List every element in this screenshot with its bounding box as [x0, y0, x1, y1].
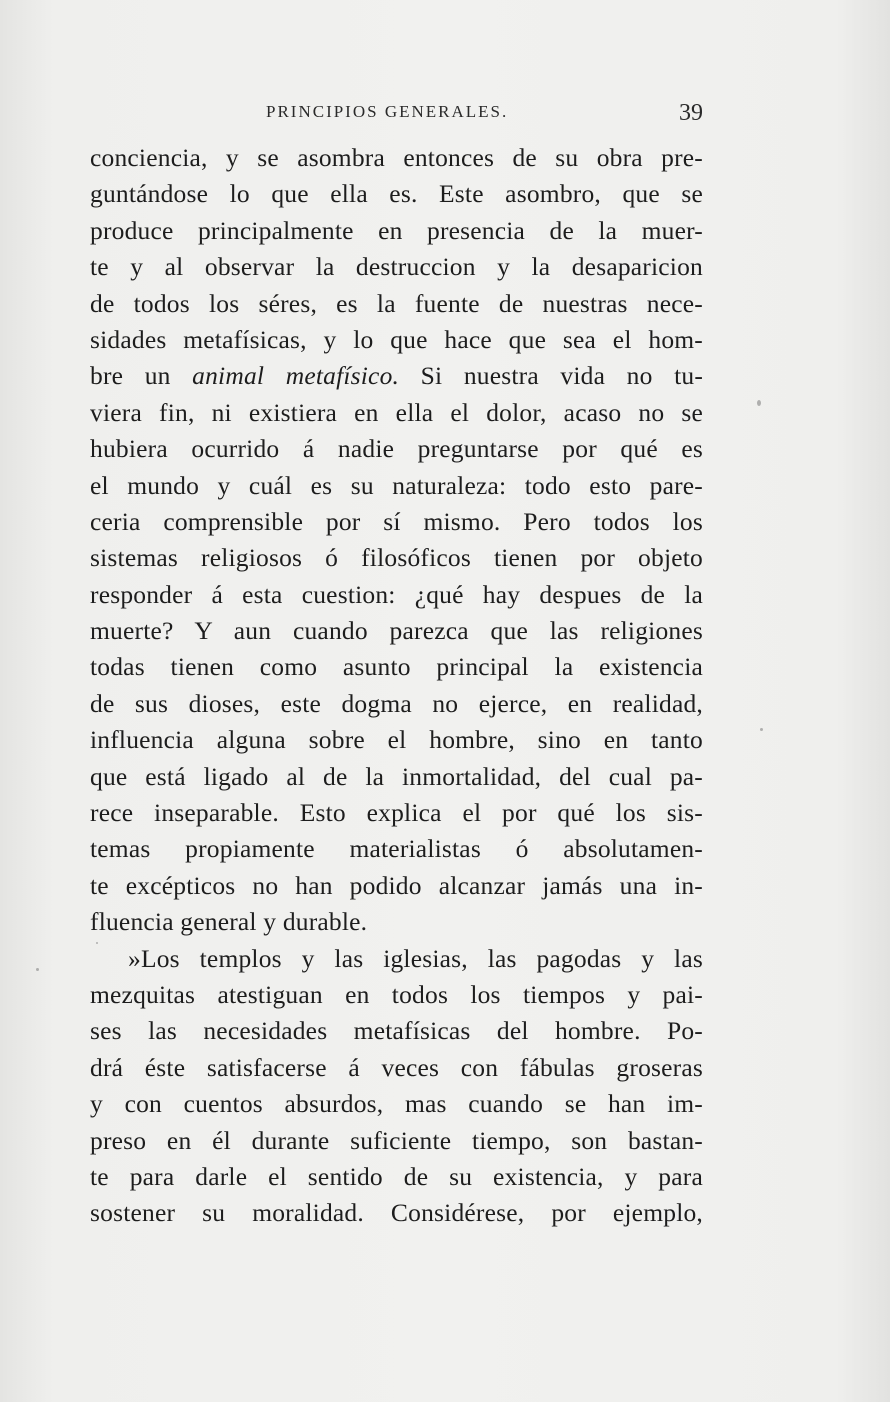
text-line: influencia alguna sobre el hombre, sino en tanto [90, 725, 703, 755]
text-segment: bre un [90, 361, 193, 391]
text-line: produce principalmente en presencia de la muer- [90, 215, 703, 245]
text-line: de todos los séres, es la fuente de nuestras nece- [90, 288, 703, 318]
text-line: viera fin, ni existiera en ella el dolor, acaso no se [90, 397, 703, 427]
paragraph-last-line: fluencia general y durable. [90, 907, 368, 937]
text-line: todas tienen como asunto principal la existencia [90, 652, 703, 682]
text-line: muerte? Y aun cuando parezca que las religiones [90, 616, 703, 646]
page-number: 39 [679, 100, 703, 126]
text-line: te para darle el sentido de su existencia, y para [90, 1161, 703, 1191]
running-head [90, 100, 703, 130]
text-line: te excépticos no han podido alcanzar jamás una in- [90, 870, 703, 900]
paper-speck [96, 942, 98, 944]
text-line: mezquitas atestiguan en todos los tiempos y pai- [90, 979, 703, 1009]
text-line-with-emphasis [90, 358, 703, 394]
text-line: responder á esta cuestion: ¿qué hay despues de la [90, 579, 703, 609]
text-line: de sus dioses, este dogma no ejerce, en realidad, [90, 688, 703, 718]
text-line: sistemas religiosos ó filosóficos tienen por objeto [90, 543, 703, 573]
text-segment: Si nuestra vida no tu- [399, 361, 704, 391]
text-line: drá éste satisfacerse á veces con fábulas groseras [90, 1052, 703, 1082]
text-line: sidades metafísicas, y lo que hace que sea el hom- [90, 324, 703, 354]
text-line: y con cuentos absurdos, mas cuando se han im- [90, 1089, 703, 1119]
paper-speck [760, 728, 763, 731]
paper-speck [36, 968, 39, 971]
text-line: temas propiamente materialistas ó absolutamen- [90, 834, 703, 864]
paragraph-first-line: »Los templos y las iglesias, las pagodas y las [128, 943, 703, 973]
text-line: sostener su moralidad. Considérese, por ejemplo, [90, 1198, 703, 1228]
emphasis-term: animal metafísico. [192, 361, 400, 391]
text-line: te y al observar la destruccion y la desaparicion [90, 252, 703, 282]
running-title: PRINCIPIOS GENERALES. [266, 102, 509, 121]
paper-speck [757, 400, 761, 406]
text-line: hubiera ocurrido á nadie preguntarse por qué es [90, 434, 703, 464]
text-line: ses las necesidades metafísicas del hombre. Po- [90, 1016, 703, 1046]
text-line: el mundo y cuál es su naturaleza: todo esto pare- [90, 470, 703, 500]
text-line: ceria comprensible por sí mismo. Pero todos los [90, 506, 703, 536]
text-line: guntándose lo que ella es. Este asombro, que se [90, 179, 703, 209]
text-line: conciencia, y se asombra entonces de su obra pre- [90, 143, 703, 172]
text-line: preso en él durante suficiente tiempo, son bastan- [90, 1125, 703, 1155]
text-line: rece inseparable. Esto explica el por qué los sis- [90, 798, 703, 828]
text-line: que está ligado al de la inmortalidad, del cual pa- [90, 761, 703, 791]
body-text [90, 140, 703, 1232]
